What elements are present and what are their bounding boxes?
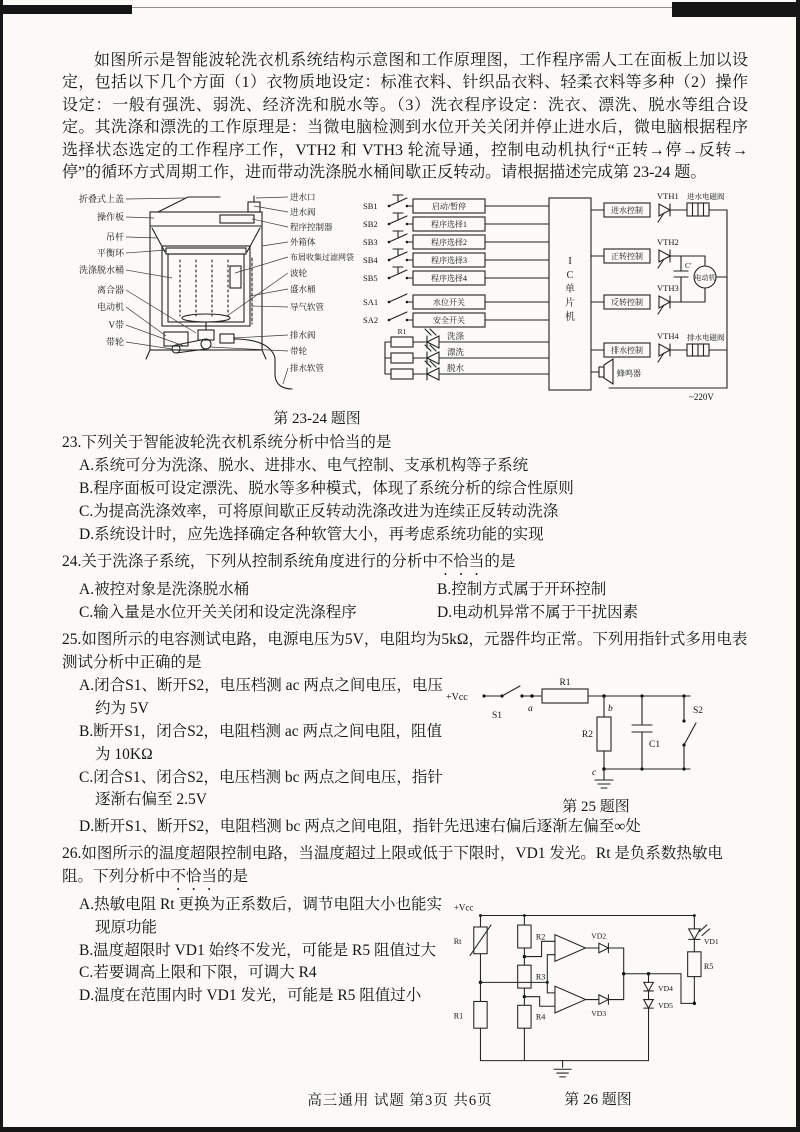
ic-char: 片 [565,298,575,310]
question-26-option-a: A.热敏电阻 Rt 更换为正系数后，调节电阻大小也能实现原功能 [79,895,442,936]
scan-corner-top-left [0,5,132,14]
switch-id: SB1 [363,201,378,212]
question-26-stem [62,843,748,894]
figure-25 [444,675,748,816]
solenoid-label: 排水电磁阀 [687,333,725,343]
machine-label: 排水阀 [290,330,316,341]
function-label: 水位开关 [433,298,465,308]
circuit-25-labels [446,678,703,778]
switch-id: SB4 [363,255,378,266]
vd4-label: VD4 [658,983,673,993]
machine-label: 吊杆 [105,232,124,243]
output-control-labels [611,205,643,355]
c1-label: C1 [649,739,661,750]
stem-text: 26.如图所示的温度超限控制电路，当温度超过上限或低于下限时，VD1 发光。Rt 是负系数热敏电阻。下列分析中 [62,844,723,885]
r1-label: R1 [453,1011,464,1021]
capacitor-label: C′ [685,261,692,271]
question-23-option-c: C.为提高洗涤效率，可将原间歇正反转动洗涤改进为连续正反转动洗涤 [79,503,559,521]
question-24-option-b: B.控制方式属于开环控制 [437,581,607,599]
question-23-option-b: B.程序面板可设定漂洗、脱水等多种模式，体现了系统分析的综合性原则 [79,480,574,498]
circuit-26-labels [454,902,719,1021]
output-thyristor-symbols [591,203,727,388]
question-26-option-d: D.温度在范围内时 VD1 发光，可能是 R5 阻值过小 [79,987,422,1005]
node-c-label: c [592,767,597,778]
control-label: 排水控制 [611,346,643,356]
question-24-options [79,579,748,625]
question-25-body [62,675,748,816]
machine-label: 折叠式上盖 [78,194,124,205]
function-label: 程序选择4 [431,274,467,284]
indicator-resistor-ids [398,327,407,336]
question-25-options [62,675,444,813]
question-26-option-c: C.若要调高上限和下限，可调大 R4 [79,964,317,982]
control-label: 反转控制 [611,298,643,308]
question-26-options [62,894,448,1009]
function-label: 程序选择2 [431,238,467,248]
control-circuit-diagram [361,188,746,406]
question-25-option-b: B.断开S1，闭合S2，电阻档测 ac 两点之间电阻，阻值为 10KΩ [79,722,442,763]
question-25-option-c: C.闭合S1、闭合S2，电压档测 bc 两点之间电压，指针逐渐右偏至 2.5V [79,768,443,809]
vcc-label: +Vcc [446,691,468,703]
function-label: 安全开关 [433,316,465,326]
mains-label: ~220V [689,392,714,403]
resistor-id: R1 [397,327,407,337]
machine-label: 进水口 [290,192,316,203]
ic-char: 单 [565,284,575,296]
scan-edge-left [0,0,3,1132]
r4-label: R4 [535,1012,546,1022]
machine-labels-left [79,193,125,347]
indicator-label: 脱水 [447,363,465,374]
load-lab [617,191,725,402]
figure-26 [448,894,748,1109]
scan-corner-top-right [672,2,800,17]
figure-25-caption: 第 25 题图 [562,798,630,815]
question-23-stem: 23.下列关于智能波轮洗衣机系统分析中恰当的是 [62,434,392,452]
indicator-label: 洗涤 [447,331,465,342]
machine-label: 布屑收集过滤网袋 [290,253,354,263]
stem-text: 的是 [217,867,249,885]
question-25 [62,629,748,839]
question-25-stem: 25.如图所示的电容测试电路，电源电压为5V，电阻均为5kΩ，元器件均正常。下列用指针式多用电表测试分析中正确的是 [62,630,748,671]
function-label: 程序选择3 [431,256,467,266]
figure-26-caption: 第 26 题图 [564,1091,632,1108]
stem-text: 24.关于洗涤子系统，下列从控制系统角度进行的分析中 [62,553,438,571]
question-25-option-a: A.闭合S1、断开S2，电压档测 ac 两点之间电压，电压约为 5V [79,676,443,717]
machine-label: 排水软管 [290,363,325,374]
machine-label: 带轮 [290,346,308,357]
ic-chip-label [565,256,575,323]
thyristor-id: VTH4 [657,331,679,342]
node-b-label: b [608,703,613,714]
washing-machine-diagram [62,188,357,406]
input-switch-ids [363,201,378,325]
thyristor-id: VTH3 [657,283,679,294]
solenoid-label: 进水电磁阀 [687,192,725,202]
stem-text: 的是 [484,553,516,571]
vd5-label: VD5 [658,1000,673,1010]
scan-edge-bottom [0,1127,800,1132]
question-24 [62,551,748,625]
motor-label: 电动机 [694,274,716,283]
control-label: 进水控制 [611,206,643,216]
r2-label: R2 [581,729,593,740]
control-label: 正转控制 [611,252,643,262]
s1-label: S1 [492,710,503,721]
input-switch-symbols [388,195,549,327]
indicator-labels [447,331,465,373]
vd2-label: VD2 [591,931,607,941]
question-24-option-c: C.输入量是水位开关关闭和设定洗涤程序 [79,603,357,621]
r3-label: R3 [535,972,546,982]
question-24-option-d: D.电动机异常不属于干扰因素 [437,603,639,621]
machine-label: 电动机 [96,302,124,313]
switch-id: SA2 [363,315,379,326]
r5-label: R5 [703,961,714,971]
stem-emphasis: 不恰当 [437,553,485,571]
switch-id: SB2 [363,219,378,230]
machine-label: 程序控制器 [290,222,333,233]
question-24-stem [62,551,748,579]
ic-char: I [568,256,572,268]
function-label: 启动/暂停 [431,202,467,212]
vd3-label: VD3 [591,1008,607,1018]
machine-label: 盛水桶 [290,284,316,295]
node-a-label: a [528,703,533,714]
switch-id: SA1 [363,297,379,308]
ic-char: C [566,270,574,282]
question-26-body [62,894,748,1109]
machine-label: 进水阀 [290,207,316,218]
stem-emphasis: 不恰当 [170,867,218,885]
question-23 [62,432,748,547]
scan-edge-right [796,0,800,1132]
question-23-option-d: D.系统设计时，应先选择确定各种软管大小，再考虑系统功能的实现 [79,526,544,544]
indicator-led-symbols [385,329,549,380]
circuit-26-wires [470,914,710,1077]
machine-label: V带 [108,320,124,331]
rt-label: Rt [453,936,462,946]
r2-label: R2 [535,932,546,942]
machine-label: 洗涤脱水桶 [78,265,124,276]
capacitor-test-circuit [444,675,744,793]
input-function-labels [431,201,467,325]
machine-labels-right [290,192,354,373]
machine-label: 平衡环 [96,248,124,259]
ic-char: 机 [565,312,575,324]
thyristor-id: VTH2 [657,237,679,248]
vcc-label: +Vcc [453,902,474,913]
machine-label: 离合器 [96,285,124,296]
figure-23-24-caption: 第 23-24 题图 [273,411,361,428]
vd1-label: VD1 [703,936,719,946]
s2-label: S2 [693,705,704,716]
temperature-limit-circuit [448,894,744,1086]
switch-id: SB5 [363,273,378,284]
indicator-label: 漂洗 [447,347,465,358]
switch-id: SB3 [363,237,378,248]
buzzer-label: 蜂鸣器 [617,369,641,379]
r1-label: R1 [559,677,571,688]
question-24-option-a: A.被控对象是洗涤脱水桶 [79,581,250,599]
machine-label: 导气软管 [290,302,325,313]
question-26 [62,843,748,1109]
function-label: 程序选择1 [431,220,467,230]
page-footer: 高三通用 试题 第3页 共6页 [307,1093,493,1109]
thyristor-ids [657,191,679,341]
question-26-option-b: B.温度超限时 VD1 始终不发光，可能是 R5 阻值过大 [79,941,436,959]
machine-label: 带轮 [105,337,124,348]
question-23-option-a: A.系统可分为洗涤、脱水、进排水、电气控制、支承机构等子系统 [79,457,529,475]
question-25-option-d: D.断开S1、断开S2，电阻档测 bc 两点之间电阻，指针先迅速右偏后逐渐左偏至∞处 [79,817,641,835]
intro-paragraph: 如图所示是智能波轮洗衣机系统结构示意图和工作原理图，工作程序需人工在面板上加以设定，包括以下几个方面（1）衣物质地设定：标准衣料、针织品衣料、轻柔衣料等多种（2）操作设定：一般有强洗、弱洗、经济洗和脱水等。（3）洗衣程序设定：洗衣、漂洗、脱水等组合设定。其洗涤和漂洗的工作原理是：当微电脑检测到水位开关关闭并停止进水后，微电脑根据程序选择状态选定的工作程序工作，VTH2 和 VTH3 轮流导通，控制电动机执行“正转→停→反转→停”的循环方式周期工作，进而带动洗涤脱水桶间歇正反转动。请根据描述完成第 23-24 题。 [62,52,748,181]
figure-23-24 [62,188,748,406]
machine-label: 操作板 [96,212,124,223]
machine-label: 波轮 [290,268,308,279]
machine-label: 外箱体 [290,237,316,248]
page-content [62,50,748,1109]
thyristor-id: VTH1 [657,191,679,202]
